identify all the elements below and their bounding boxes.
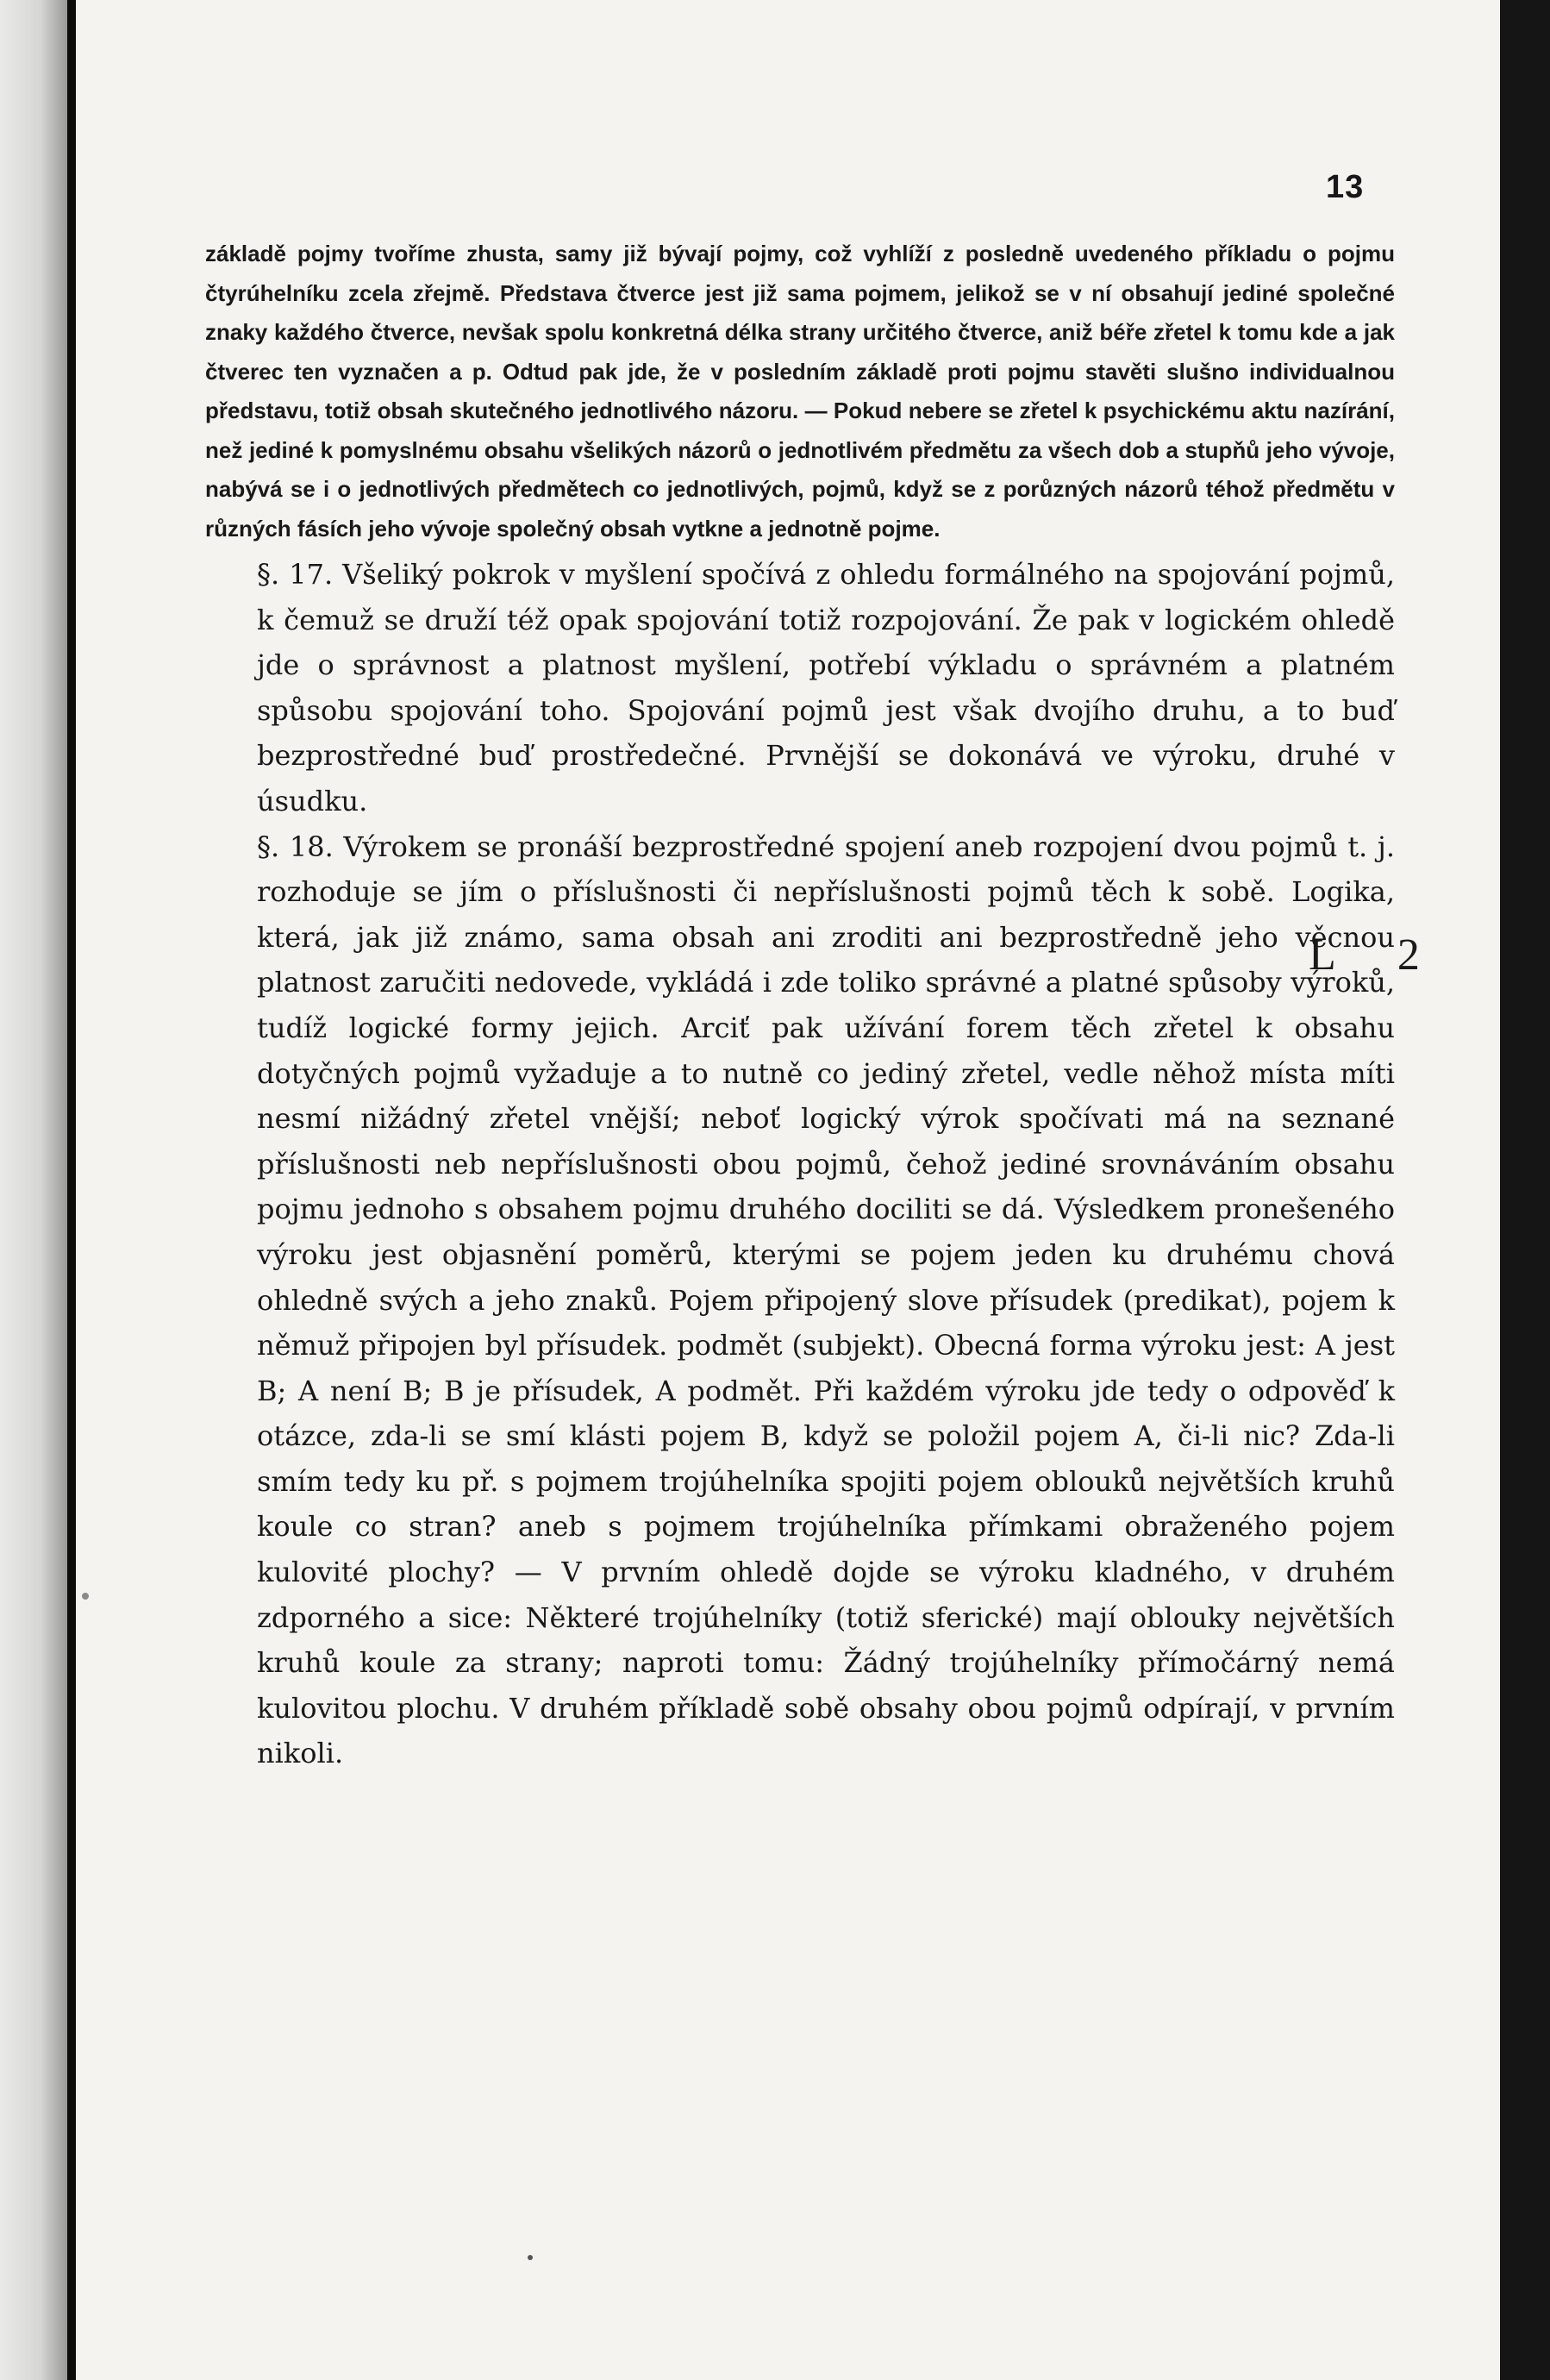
book-page bbox=[76, 0, 1500, 2380]
scan-left-edge bbox=[0, 0, 67, 2380]
margin-handwritten-note bbox=[1309, 930, 1446, 980]
intro-paragraph: základě pojmy tvoříme zhusta, samy již bývají pojmy, což vyhlíží z posledně uvedeného příkladu o pojmu čtyrúhelníku zcela zřejmě. Představa čtverce jest již sama pojmem, jelikož se v ní obsahují jediné společné znaky každého čtverce, nevšak spolu konkretná délka strany určitého čtverce, aniž béře zřetel k tomu kde a jak čtverec ten vyznačen a p. Odtud pak jde, že v posledním základě proti pojmu stavěti slušno individualnou představu, totiž obsah skutečného jednotlivého názoru. — Pokud nebere se zřetel k psychickému aktu nazírání, než jediné k pomyslnému obsahu všelikých názorů o jednotlivém předmětu za všech dob a stupňů jeho vývoje, nabývá se i o jednotlivých předmětech co jednotlivých, pojmů, když se z porůzných názorů téhož předmětu v různých fásích jeho vývoje společný obsah vytkne a jednotně pojme. bbox=[205, 241, 1395, 542]
section-18-paragraph: §. 18. Výrokem se pronáší bezprostředné spojení aneb rozpojení dvou pojmů t. j. rozhoduje se jím o příslušnosti či nepříslušnosti pojmů těch k sobě. Logika, která, jak již známo, sama obsah ani zroditi ani bezprostředně jeho věcnou platnost zaručiti nedovede, vykládá i zde toliko správné a platné spůsoby výroků, tudíž logické formy jejich. Arciť pak užívání forem těch zřetel k obsahu dotyčných pojmů vyžaduje a to nutně co jediný zřetel, vedle něhož místa míti nesmí nižádný zřetel vnější; neboť logický výrok spočívati má na seznané příslušnosti neb nepříslušnosti obou pojmů, čehož jediné srovnáváním obsahu pojmu jednoho s obsahem pojmu druhého dociliti se dá. Výsledkem pronešeného výroku jest objasnění poměrů, kterými se pojem jeden ku druhému chová ohledně svých a jeho znaků. Pojem připojený slove přísudek (predikat), pojem k němuž připojen byl přísudek. podmět (subjekt). Obecná forma výroku jest: A jest B; A není B; B je přísudek, A podmět. Při každém výroku jde tedy o odpověď k otázce, zda-li se smí klásti pojem B, když se položil pojem A, či-li nic? Zda-li smím tedy ku př. s pojmem trojúhelníka spojiti pojem oblouků největších kruhů koule co stran? aneb s pojmem trojúhelníka přímkami obraženého pojem kulovité plochy? — V prvním ohledě dojde se výroku kladného, v druhém zdporného a sice: Některé trojúhelníky (totiž sferické) mají oblouky největších kruhů koule za strany; naproti tomu: Žádný trojúhelníky přímočárný nemá kulovitou plochu. V druhém příkladě sobě obsahy obou pojmů odpírají, v prvním nikoli. bbox=[257, 830, 1395, 1770]
margin-dot-mark bbox=[82, 1593, 89, 1600]
bottom-dot-mark bbox=[528, 2255, 533, 2260]
page-number: 13 bbox=[1326, 169, 1365, 205]
page-text-block bbox=[205, 235, 1395, 1776]
section-17-paragraph: §. 17. Všeliký pokrok v myšlení spočívá z ohledu formálného na spojování pojmů, k čemuž se druží též opak spojování totiž rozpojování. Že pak v logickém ohledě jde o správnost a platnost myšlení, potřebí výkladu o správném a platném spůsobu spojování toho. Spojování pojmů jest však dvojího druhu, a to buď bezprostředné buď prostředečné. Prvnější se dokonává ve výroku, druhé v úsudku. bbox=[257, 558, 1395, 817]
book-gutter-shadow bbox=[67, 0, 76, 2380]
margin-note-text: L 2 bbox=[1309, 930, 1446, 980]
